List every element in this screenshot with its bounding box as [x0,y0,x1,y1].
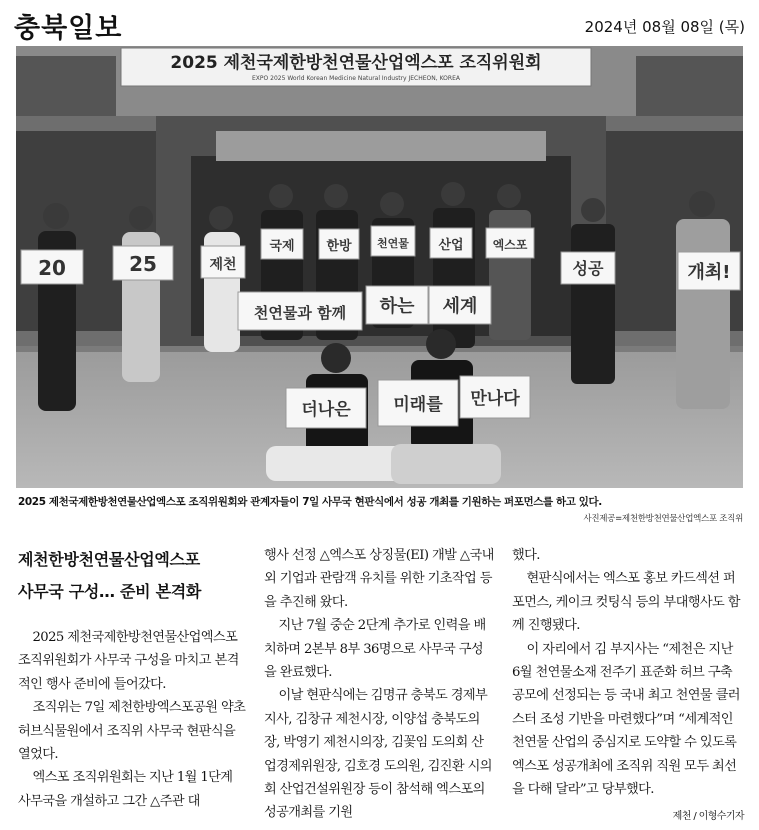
banner-title: 2025 제천국제한방천연물산업엑스포 조직위원회 [170,53,542,73]
publication-date: 2024년 08월 08일 (목) [584,18,745,36]
sign-mannada: 만나다 [470,389,520,409]
headline-line-1: 제천한방천연물산업엑스포 [18,550,200,569]
sign-expo: 엑스포 [492,238,528,252]
sign-segye: 세계 [442,296,478,317]
sign-jecheon: 제천 [209,257,237,273]
sign-with-natural: 천연물과 함께 [253,304,347,322]
photo-caption: 2025 제천국제한방천연물산업엑스포 조직위원회와 관계자들이 7일 사무국 현판식에서 성공 개최를 기원하는 퍼포먼스를 하고 있다. [18,496,602,508]
paragraph: 엑스포 조직위원회는 지난 1월 1단계 사무국을 개설하고 그간 △주관 대 [18,770,233,809]
photo-illustration [16,46,743,488]
article-column-1 [18,544,248,813]
news-photo [16,46,743,488]
photo-credit: 사진제공=제천한방천연물산업엑스포 조직위 [583,514,743,524]
article-column-3 [512,544,744,829]
banner-subtitle: EXPO 2025 World Korean Medicine Natural Industry JECHEON, KOREA [252,75,460,82]
sign-20: 20 [38,256,66,280]
sign-seonggong: 성공 [572,259,604,278]
paragraph: 이 자리에서 김 부지사는 “제천은 지난 6월 천연물소재 전주기 표준화 허브 구축 공모에 선정되는 등 국내 최고 천연물 클러스터 조성 기반을 마련했다”며 “세계적인 천연물 산업의 중심지로 도약할 수 있도록 엑스포 성공개최에 조직위 직원 모두 최선을 다해 달라”고 당부했다. [512,641,740,798]
article-column-2 [264,544,494,825]
paragraph: 행사 선정 △엑스포 상징물(EI) 개발 △국내외 기업과 관람객 유치를 위한 기초작업 등을 추진해 왔다. [264,548,494,610]
paragraph: 조직위는 7일 제천한방엑스포공원 약초허브식물원에서 조직위 사무국 현판식을 열었다. [18,700,246,763]
headline-line-2: 사무국 구성… 준비 본격화 [18,582,202,601]
sign-saneop: 산업 [438,238,464,253]
sign-miraereul: 미래를 [393,395,443,415]
byline: 제천 / 이형수기자 [672,811,744,823]
sign-gaechoe: 개최! [687,262,731,283]
sign-deonaeun: 더나은 [301,400,351,420]
newspaper-masthead: 충북일보 [14,13,123,44]
sign-gukje: 국제 [269,239,295,254]
sign-hanbang: 한방 [326,239,352,254]
sign-haneun: 하는 [379,296,415,317]
sign-25: 25 [129,252,157,276]
paragraph: 현판식에서는 엑스포 홍보 카드섹션 퍼포먼스, 케이크 컷팅식 등의 부대행사도 함께 진행됐다. [512,571,740,634]
sign-cheonyeonmul: 천연물 [377,237,409,250]
paragraph: 2025 제천국제한방천연물산업엑스포 조직위원회가 사무국 구성을 마치고 본격적인 행사 준비에 들어갔다. [18,630,239,692]
paragraph: 했다. [512,548,540,563]
paragraph: 지난 7월 중순 2단계 추가로 인력을 배치하며 2본부 8부 36명으로 사무국 구성을 완료했다. [264,618,486,681]
paragraph: 이날 현판식에는 김명규 충북도 경제부지사, 김창규 제천시장, 이양섭 충북도의장, 박영기 제천시의장, 김꽃임 도의회 산업경제위원장, 김호경 도의원, 김진환 시의회 산업건설위원장 등이 참석해 엑스포의 성공개최를 기원 [264,688,492,821]
